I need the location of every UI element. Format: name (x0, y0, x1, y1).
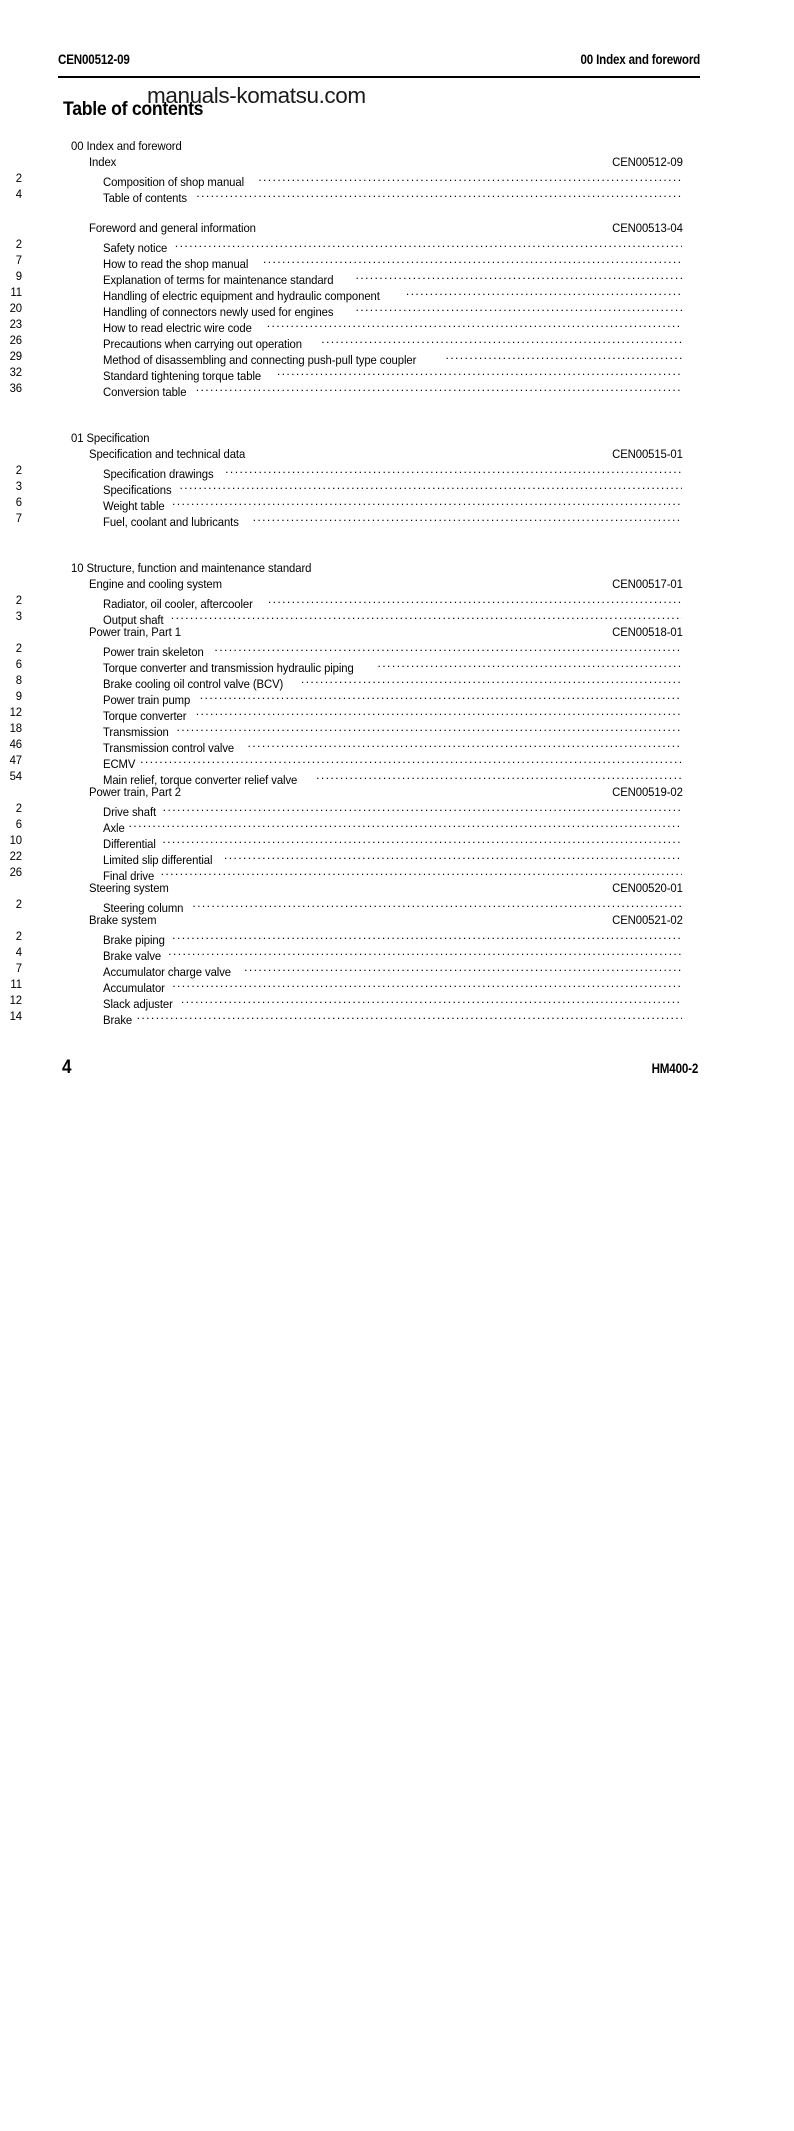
toc-subsection-label[interactable]: Steering system (89, 881, 169, 895)
dot-leader (171, 608, 682, 624)
toc-entry (0, 380, 794, 399)
toc-entry-page-number: 4 (15, 945, 22, 959)
toc-entry-page-number: 29 (9, 349, 22, 363)
toc-entry-label: Limited slip differential (103, 853, 213, 867)
toc-subsection-heading (0, 154, 794, 170)
toc-subsection-label[interactable]: Engine and cooling system (89, 577, 222, 591)
toc-entry-label: Final drive (103, 869, 155, 883)
toc-entry-label: Accumulator charge valve (103, 965, 231, 979)
toc-entry (0, 944, 794, 963)
toc-entry-label: Safety notice (103, 241, 168, 255)
toc-entry-page-number: 6 (15, 657, 22, 671)
dot-leader (172, 976, 682, 992)
toc-entry (0, 332, 794, 351)
dot-leader (355, 300, 682, 316)
toc-entry-label: Explanation of terms for maintenance standard (103, 273, 334, 287)
dot-leader (258, 170, 682, 186)
toc-section-heading (0, 560, 794, 576)
toc-entry (0, 252, 794, 271)
toc-section-heading (0, 430, 794, 446)
toc-entry (0, 768, 794, 787)
dot-leader (355, 268, 682, 284)
toc-entry-link[interactable] (103, 380, 683, 400)
toc-entry-page-number: 47 (9, 753, 22, 767)
toc-entry-label: Slack adjuster (103, 997, 173, 1011)
toc-entry-label: Handling of connectors newly used for engines (103, 305, 334, 319)
toc-entry-page-number: 7 (15, 511, 22, 525)
toc-entry-page-number: 2 (15, 641, 22, 655)
dot-leader (378, 656, 682, 672)
dot-leader (161, 864, 682, 880)
toc-entry (0, 816, 794, 835)
toc-entry-page-number: 2 (15, 801, 22, 815)
toc-entry-label: Composition of shop manual (103, 175, 244, 189)
toc-entry (0, 672, 794, 691)
toc-subsection-heading (0, 576, 794, 592)
toc-entry-page-number: 22 (9, 849, 22, 863)
toc-entry (0, 186, 794, 205)
toc-entry (0, 896, 794, 915)
toc-entry-label: Transmission control valve (103, 741, 235, 755)
toc-entry-label: Transmission (103, 725, 169, 739)
toc-entry (0, 992, 794, 1011)
toc-entry-page-number: 11 (10, 285, 22, 299)
toc-entry-label: Differential (103, 837, 156, 851)
toc-entry-page-number: 2 (15, 171, 22, 185)
toc-entry (0, 348, 794, 367)
toc-entry (0, 864, 794, 883)
toc-entry-page-number: 4 (15, 187, 22, 201)
toc-subsection-document-code: CEN00519-02 (612, 785, 683, 799)
dot-leader (196, 380, 682, 396)
toc-entry-page-number: 8 (15, 673, 22, 687)
dot-leader (248, 736, 682, 752)
dot-leader (406, 284, 682, 300)
dot-leader (445, 348, 682, 364)
toc-entry (0, 976, 794, 995)
toc-entry-page-number: 9 (15, 269, 22, 283)
dot-leader (263, 252, 682, 268)
dot-leader (176, 720, 682, 736)
toc-entry-label: Radiator, oil cooler, aftercooler (103, 597, 253, 611)
toc-entry (0, 832, 794, 851)
dot-leader (268, 592, 682, 608)
toc-entry (0, 1008, 794, 1027)
toc-subsection-document-code: CEN00517-01 (612, 577, 683, 591)
toc-entry-label: How to read electric wire code (103, 321, 252, 335)
dot-leader (168, 944, 682, 960)
dot-leader (253, 510, 682, 526)
page-footer (62, 1057, 698, 1079)
toc-entry-label: Table of contents (103, 191, 187, 205)
toc-entry (0, 268, 794, 287)
toc-entry-label: Weight table (103, 499, 165, 513)
toc-entry-page-number: 46 (9, 737, 22, 751)
toc-entry (0, 316, 794, 335)
toc-entry-link[interactable] (103, 186, 683, 206)
toc-entry (0, 656, 794, 675)
toc-entry-page-number: 10 (9, 833, 22, 847)
toc-entry-link[interactable] (103, 1008, 683, 1028)
dot-leader (225, 462, 682, 478)
toc-entry-label: ECMV (103, 757, 136, 771)
toc-entry-label: Conversion table (103, 385, 187, 399)
toc-entry-page-number: 6 (15, 495, 22, 509)
toc-entry-label: Output shaft (103, 613, 164, 627)
toc-entry-label: Method of disassembling and connecting push-pull type coupler (103, 353, 417, 367)
toc-entry-page-number: 14 (9, 1009, 22, 1023)
toc-entry-label: Main relief, torque converter relief valve (103, 773, 298, 787)
dot-leader (175, 236, 682, 252)
dot-leader (244, 960, 682, 976)
toc-entry-label: Brake valve (103, 949, 162, 963)
toc-entry (0, 688, 794, 707)
toc-entry-page-number: 7 (15, 253, 22, 267)
toc-entry-page-number: 26 (9, 333, 22, 347)
toc-entry-page-number: 9 (15, 689, 22, 703)
dot-leader (129, 816, 682, 832)
running-header (58, 52, 700, 72)
toc-entry-label: Brake cooling oil control valve (BCV) (103, 677, 284, 691)
toc-entry-label: How to read the shop manual (103, 257, 249, 271)
table-of-contents (0, 138, 794, 1027)
toc-entry-label: Drive shaft (103, 805, 157, 819)
toc-entry (0, 494, 794, 513)
dot-leader (214, 640, 682, 656)
toc-subsection-heading (0, 624, 794, 640)
toc-entry-page-number: 6 (15, 817, 22, 831)
dot-leader (140, 752, 682, 768)
header-rule (58, 76, 700, 78)
toc-entry-link[interactable] (103, 510, 683, 530)
toc-entry-label: Power train pump (103, 693, 191, 707)
footer-page-number: 4 (62, 1057, 72, 1078)
dot-leader (224, 848, 682, 864)
toc-section-label: 10 Structure, function and maintenance standard (71, 561, 312, 575)
toc-entry-page-number: 2 (15, 237, 22, 251)
toc-entry (0, 170, 794, 189)
toc-entry-page-number: 12 (9, 705, 22, 719)
toc-subsection-label[interactable]: Power train, Part 2 (89, 785, 181, 799)
toc-entry (0, 704, 794, 723)
toc-entry-page-number: 3 (15, 609, 22, 623)
toc-entry-page-number: 32 (9, 365, 22, 379)
toc-entry-label: Fuel, coolant and lubricants (103, 515, 239, 529)
toc-entry-label: Specification drawings (103, 467, 214, 481)
toc-entry (0, 608, 794, 627)
toc-entry (0, 800, 794, 819)
footer-model-name: HM400-2 (651, 1061, 698, 1076)
dot-leader (321, 332, 682, 348)
toc-entry-page-number: 12 (9, 993, 22, 1007)
toc-entry-page-number: 3 (15, 479, 22, 493)
toc-subsection-document-code: CEN00518-01 (612, 625, 683, 639)
toc-entry-label: Torque converter and transmission hydraulic piping (103, 661, 354, 675)
toc-entry-label: Precautions when carrying out operation (103, 337, 302, 351)
dot-leader (196, 704, 682, 720)
dot-leader (181, 992, 682, 1008)
toc-subsection-label[interactable]: Power train, Part 1 (89, 625, 181, 639)
toc-entry (0, 592, 794, 611)
dot-leader (162, 832, 682, 848)
toc-entry-label: Specifications (103, 483, 172, 497)
dot-leader (316, 768, 682, 784)
dot-leader (172, 928, 682, 944)
toc-entry-label: Accumulator (103, 981, 165, 995)
header-section-title: 00 Index and foreword (580, 52, 700, 67)
toc-subsection-document-code: CEN00520-01 (612, 881, 683, 895)
toc-entry (0, 236, 794, 255)
toc-subsection-heading (0, 784, 794, 800)
toc-entry-page-number: 7 (15, 961, 22, 975)
toc-entry-label: Handling of electric equipment and hydraulic component (103, 289, 380, 303)
toc-entry-page-number: 2 (15, 929, 22, 943)
toc-section-heading (0, 138, 794, 154)
toc-entry (0, 640, 794, 659)
toc-subsection-document-code: CEN00512-09 (612, 155, 683, 169)
toc-subsection-heading (0, 446, 794, 462)
toc-subsection-label[interactable]: Brake system (89, 913, 157, 927)
toc-entry-label: Standard tightening torque table (103, 369, 262, 383)
toc-subsection-heading (0, 880, 794, 896)
toc-entry-label: Brake (103, 1013, 133, 1027)
toc-subsection-label[interactable]: Specification and technical data (89, 447, 246, 461)
toc-entry-page-number: 36 (9, 381, 22, 395)
dot-leader (267, 316, 682, 332)
dot-leader (179, 478, 682, 494)
toc-entry-page-number: 23 (9, 317, 22, 331)
toc-subsection-document-code: CEN00521-02 (612, 913, 683, 927)
toc-entry-page-number: 2 (15, 463, 22, 477)
toc-entry-page-number: 2 (15, 897, 22, 911)
toc-entry (0, 364, 794, 383)
toc-entry (0, 720, 794, 739)
toc-entry-page-number: 2 (15, 593, 22, 607)
toc-entry-page-number: 11 (10, 977, 22, 991)
toc-subsection-label[interactable]: Index (89, 155, 117, 169)
toc-entry (0, 462, 794, 481)
dot-leader (163, 800, 682, 816)
toc-entry (0, 752, 794, 771)
toc-entry (0, 960, 794, 979)
dot-leader (277, 364, 682, 380)
toc-entry-label: Power train skeleton (103, 645, 204, 659)
toc-section-label: 01 Specification (71, 431, 150, 445)
toc-subsection-heading (0, 220, 794, 236)
toc-entry-label: Steering column (103, 901, 184, 915)
toc-entry-label: Axle (103, 821, 125, 835)
toc-section-label: 00 Index and foreword (71, 139, 182, 153)
toc-subsection-label[interactable]: Foreword and general information (89, 221, 256, 235)
toc-entry-label: Brake piping (103, 933, 165, 947)
toc-entry-page-number: 20 (9, 301, 22, 315)
watermark: manuals-komatsu.com (147, 83, 366, 108)
toc-entry-page-number: 26 (9, 865, 22, 879)
toc-subsection-document-code: CEN00513-04 (612, 221, 683, 235)
toc-entry-page-number: 18 (9, 721, 22, 735)
toc-entry (0, 736, 794, 755)
toc-entry (0, 510, 794, 529)
page-title: Table of contents (63, 99, 204, 120)
dot-leader (172, 494, 682, 510)
toc-entry (0, 478, 794, 497)
header-document-code: CEN00512-09 (58, 52, 130, 67)
toc-subsection-heading (0, 912, 794, 928)
dot-leader (196, 186, 682, 202)
dot-leader (301, 672, 682, 688)
toc-entry (0, 848, 794, 867)
dot-leader (137, 1008, 682, 1024)
toc-subsection-document-code: CEN00515-01 (612, 447, 683, 461)
toc-entry (0, 284, 794, 303)
toc-entry (0, 300, 794, 319)
dot-leader (192, 896, 682, 912)
dot-leader (200, 688, 682, 704)
toc-entry-page-number: 54 (9, 769, 22, 783)
toc-entry (0, 928, 794, 947)
toc-entry-label: Torque converter (103, 709, 187, 723)
